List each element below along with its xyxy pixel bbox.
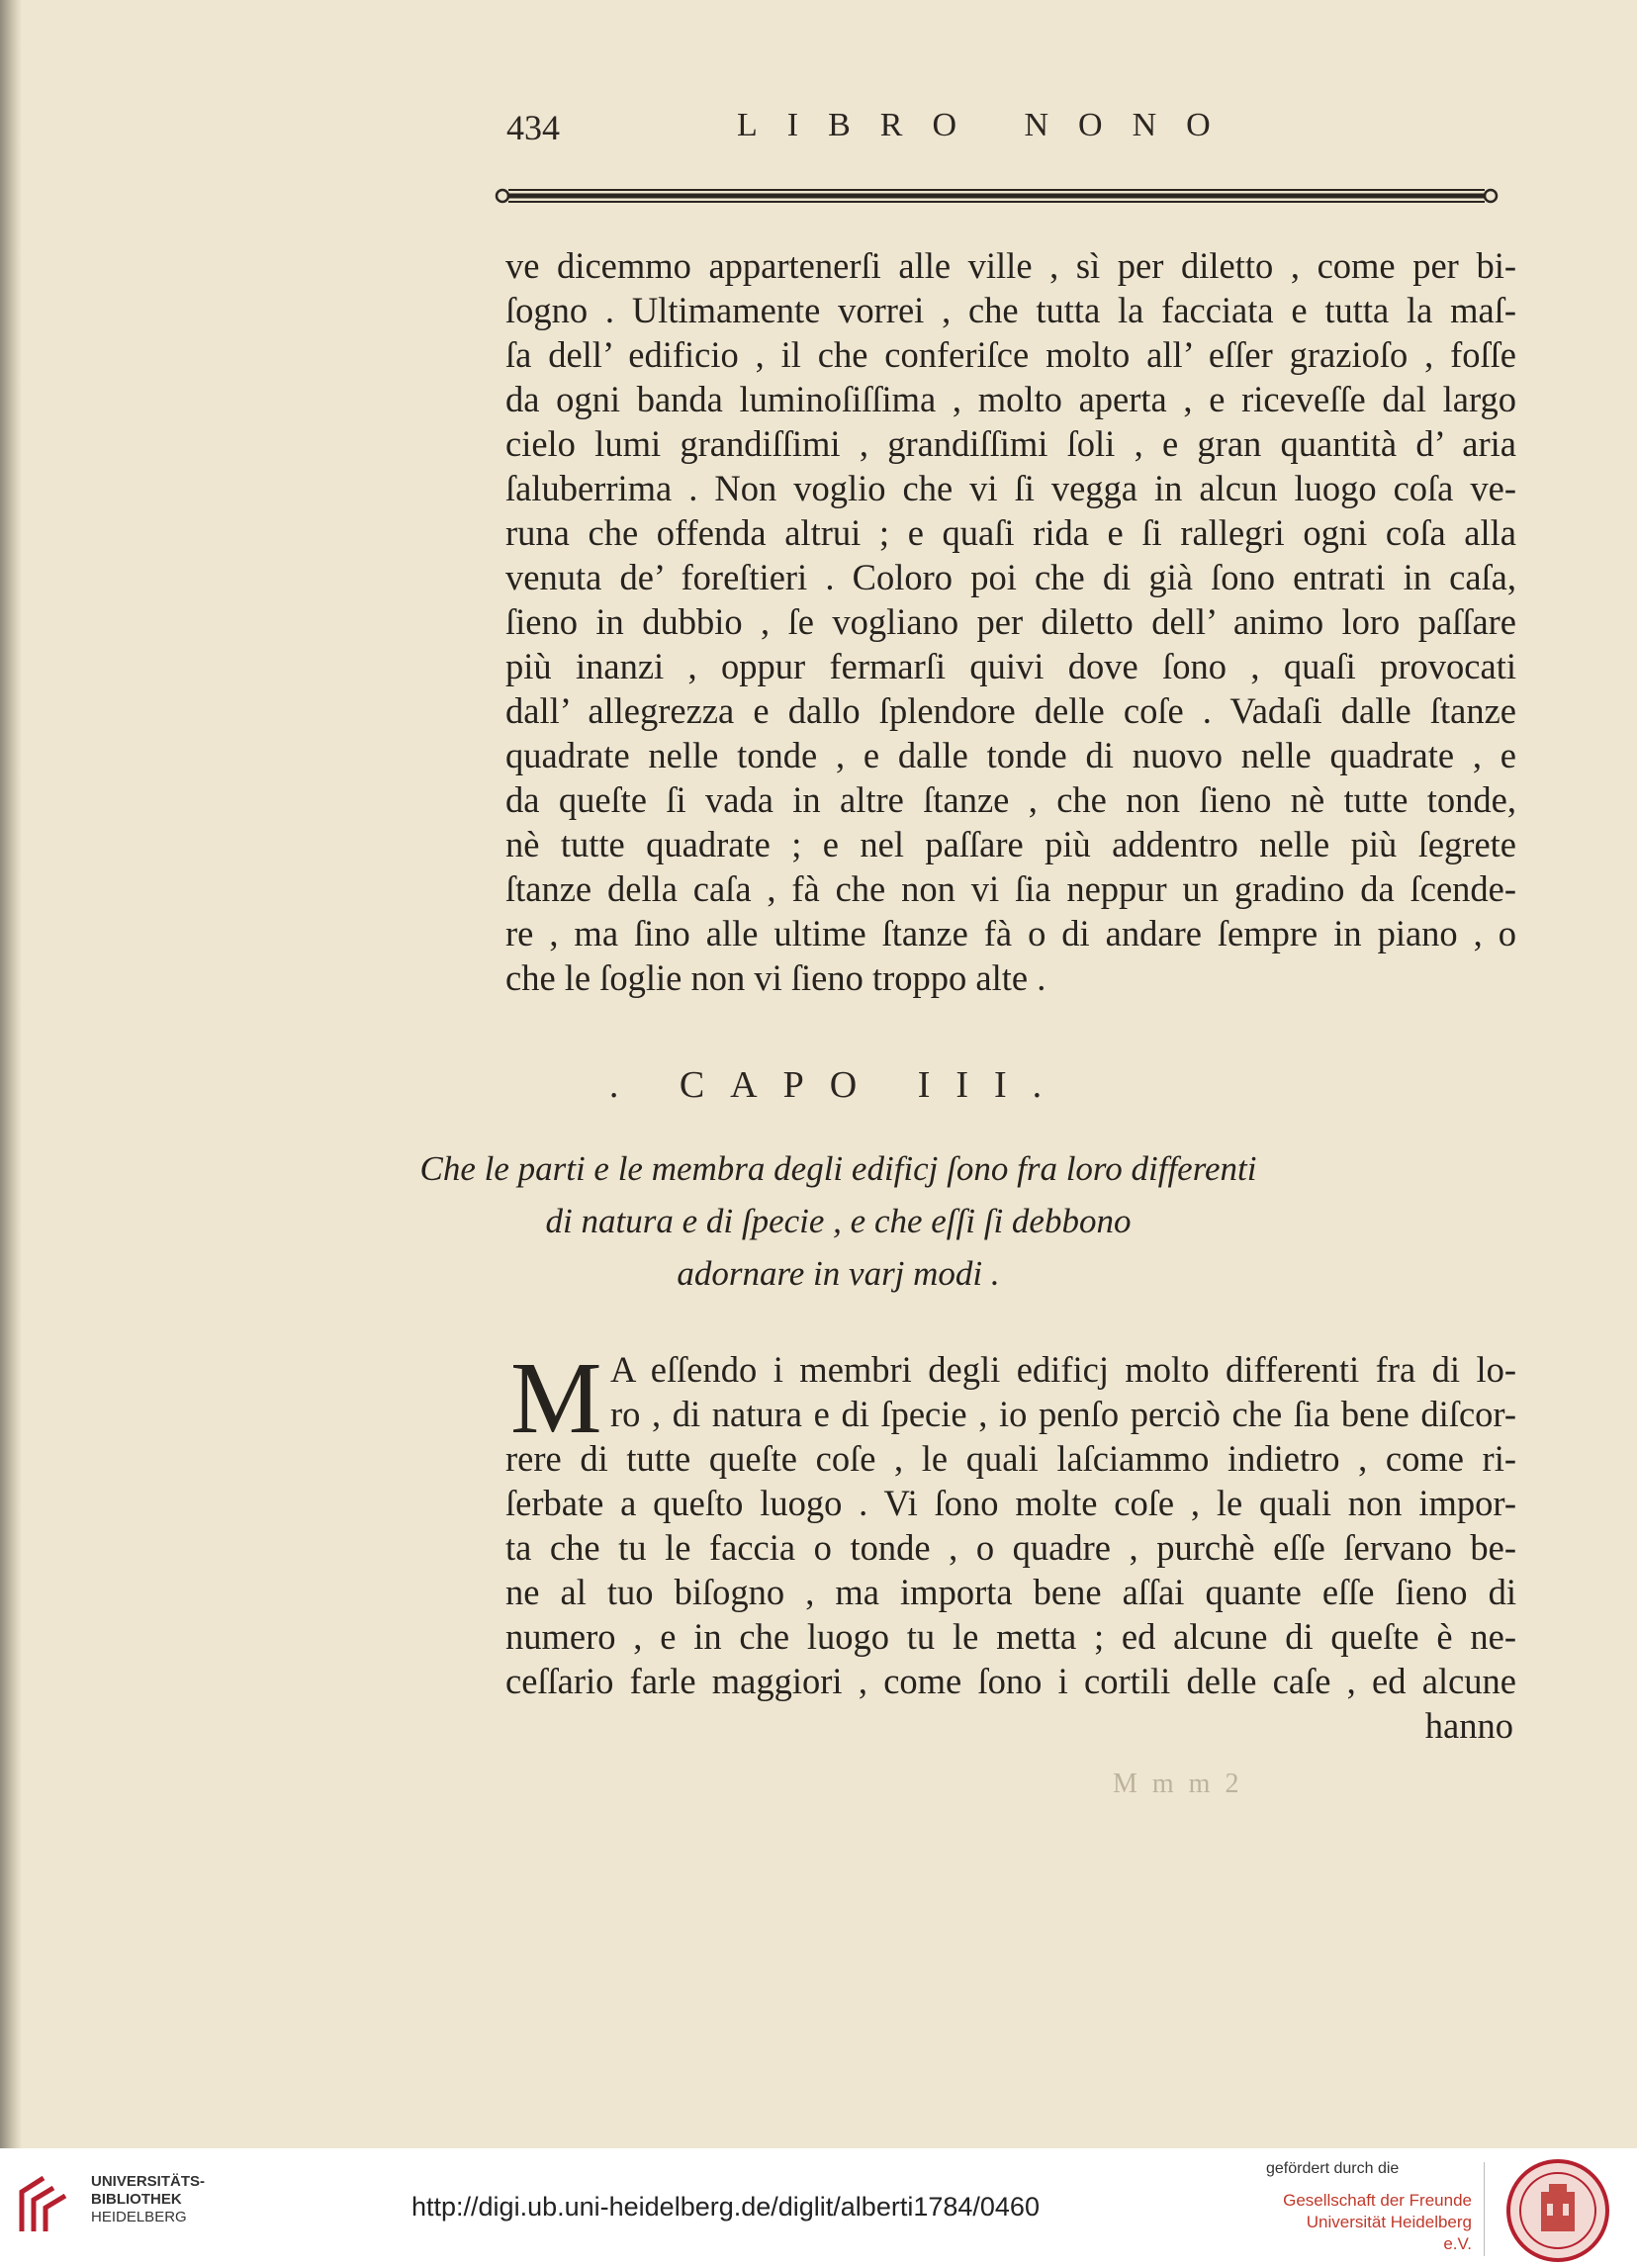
text-line: cielo lumi grandiſſimi , grandiſſimi ſoli , e gran quantità d’ aria <box>505 423 1516 464</box>
text-line: quadrate nelle tonde , e dalle tonde di nuovo nelle quadrate , e <box>505 735 1516 775</box>
text-line: ſieno in dubbio , ſe vogliano per diletto dell’ animo loro paſſare <box>505 601 1516 642</box>
chapter-title: . CAPO III. <box>608 1064 1068 1106</box>
text-line: più inanzi , oppur fermarſi quivi dove ſono , quaſi provocati <box>505 646 1516 686</box>
text-line: ſerbate a queſto luogo . Vi ſono molte coſe , le quali non impor- <box>505 1483 1516 1523</box>
text-line: ſogno . Ultimamente vorrei , che tutta la facciata e tutta la maſ- <box>505 290 1516 330</box>
chapter-subtitle-line: adornare in varj modi . <box>677 1254 1000 1293</box>
catchword: hanno <box>1424 1705 1513 1746</box>
viewer-footer <box>0 2148 1637 2268</box>
text-line: ne al tuo biſogno , ma importa bene aſſai quante eſſe ſieno di <box>505 1572 1516 1612</box>
text-line: A eſſendo i membri degli edificj molto differenti fra di lo- <box>610 1349 1516 1390</box>
text-line: ro , di natura e di ſpecie , io penſo perciò che ſia bene diſcor- <box>610 1394 1516 1434</box>
university-seal-icon <box>1503 2156 1612 2265</box>
text-line: da queſte ſi vada in altre ſtanze , che non ſieno nè tutte tonde, <box>505 779 1516 820</box>
text-line: ſa dell’ edificio , il che conferiſce molto all’ eſſer grazioſo , foſſe <box>505 334 1516 375</box>
drop-capital: M <box>510 1341 602 1455</box>
library-logo-icon <box>14 2170 83 2239</box>
text-line: che le ſoglie non vi ſieno troppo alte . <box>505 957 1046 998</box>
text-line: nè tutte quadrate ; e nel paſſare più addentro nelle più ſegrete <box>505 824 1516 864</box>
ornamental-rule <box>495 184 1499 208</box>
text-line: ve dicemmo appartenerſi alle ville , sì per diletto , come per bi- <box>505 245 1516 286</box>
text-line: runa che offenda altrui ; e quaſi rida e ſi rallegri ogni coſa alla <box>505 512 1516 553</box>
printer-signature: M m m 2 <box>1113 1769 1243 1799</box>
sponsor-name: Gesellschaft der Freunde Universität Heidelberg e.V. <box>1283 2191 1472 2253</box>
running-head: LIBRO NONO <box>737 107 1240 143</box>
text-line: ſtanze della caſa , fà che non vi ſia neppur un gradino da ſcende- <box>505 868 1516 909</box>
text-line: dall’ allegrezza e dallo ſplendore delle coſe . Vadaſi dalle ſtanze <box>505 690 1516 731</box>
sponsor-label: gefördert durch die <box>1266 2160 1400 2177</box>
footer-divider <box>1484 2162 1485 2256</box>
text-line: ta che tu le faccia o tonde , o quadre , purchè eſſe ſervano be- <box>505 1527 1516 1568</box>
chapter-subtitle-line: di natura e di ſpecie , e che eſſi ſi debbono <box>545 1202 1132 1240</box>
permalink-url[interactable]: http://digi.ub.uni-heidelberg.de/diglit/alberti1784/0460 <box>411 2192 1040 2222</box>
text-line: venuta de’ foreſtieri . Coloro poi che di già ſono entrati in caſa, <box>505 557 1516 597</box>
page-number: 434 <box>506 108 560 147</box>
library-name: UNIVERSITÄTS- BIBLIOTHEK HEIDELBERG <box>91 2173 206 2225</box>
chapter-subtitle-line: Che le parti e le membra degli edificj ſono fra loro differenti <box>419 1149 1257 1188</box>
text-line: ſaluberrima . Non voglio che vi ſi vegga in alcun luogo coſa ve- <box>505 468 1516 508</box>
text-line: rere di tutte queſte coſe , le quali laſciammo indietro , come ri- <box>505 1438 1516 1479</box>
text-line: ceſſario farle maggiori , come ſono i cortili delle caſe , ed alcune <box>505 1661 1516 1701</box>
text-line: numero , e in che luogo tu le metta ; ed alcune di queſte è ne- <box>505 1616 1516 1657</box>
text-line: re , ma ſino alle ultime ſtanze fà o di andare ſempre in piano , o <box>505 913 1516 953</box>
text-line: da ogni banda luminoſiſſima , molto aperta , e riceveſſe dal largo <box>505 379 1516 419</box>
